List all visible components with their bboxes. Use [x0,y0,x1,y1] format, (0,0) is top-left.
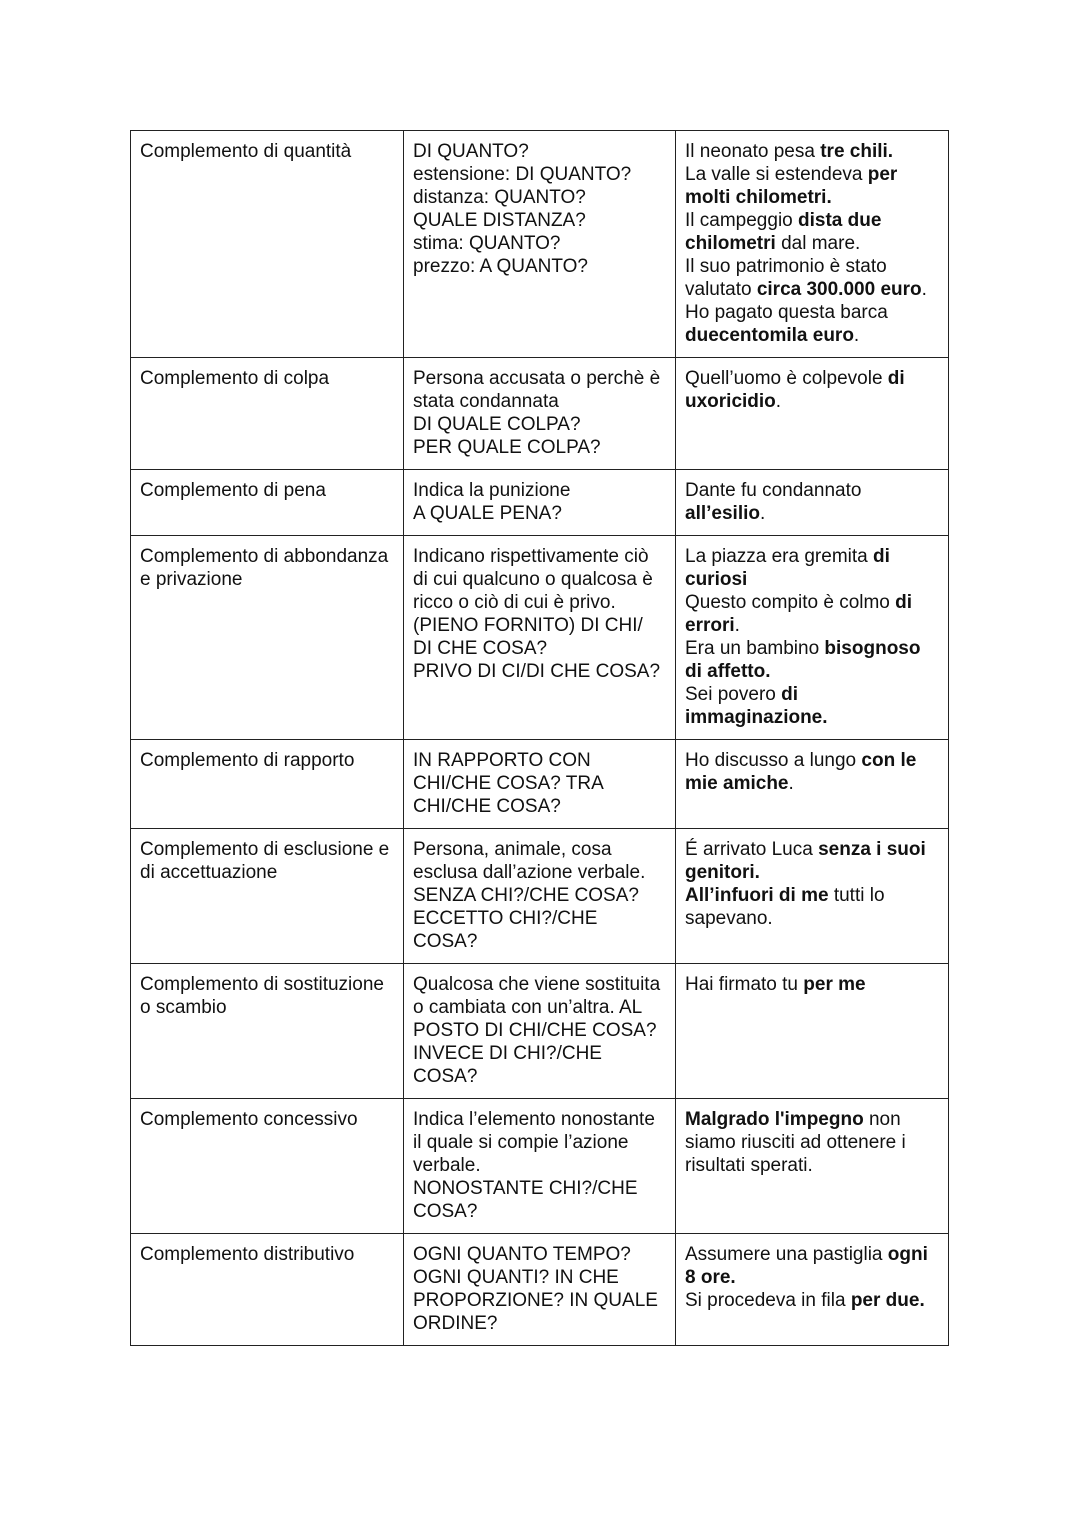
example-highlight: per due. [850,1290,925,1311]
question-line: IN RAPPORTO CON CHI/CHE COSA? TRA CHI/CHE COSA? [413,750,608,817]
complement-name-cell [131,470,404,536]
table-row [131,829,949,964]
questions-cell [404,470,676,536]
complement-name: Complemento di rapporto [140,750,355,771]
examples-cell [676,131,949,358]
question-line: Indica la punizione [413,480,571,501]
table-row [131,1099,949,1234]
example-sentence [685,1108,940,1177]
example-highlight: di errori [685,592,918,636]
example-highlight: tre chili. [820,141,894,162]
question-line: stima: QUANTO? [413,233,561,254]
example-text: Quell’uomo è colpevole [685,368,888,389]
question-line: A QUALE PENA? [413,503,562,524]
example-highlight: di curiosi [685,546,896,590]
questions-cell [404,358,676,470]
example-highlight: bisognoso di affetto. [685,638,926,682]
example-text: dal mare. [775,233,861,254]
example-sentence [685,367,940,413]
complement-name: Complemento concessivo [140,1109,358,1130]
example-sentence [685,838,940,884]
question-line: QUALE DISTANZA? [413,210,586,231]
question-line: DI QUALE COLPA? [413,414,581,435]
questions-cell [404,131,676,358]
examples-cell [676,740,949,829]
examples-cell [676,536,949,740]
example-text: Questo compito è colmo [685,592,896,613]
questions-cell [404,964,676,1099]
example-highlight: duecentomila euro [685,325,854,346]
question-line: (PIENO FORNITO) DI CHI/ DI CHE COSA? [413,615,649,659]
table-row [131,1234,949,1346]
question-line: OGNI QUANTO TEMPO? [413,1244,631,1265]
example-highlight: con le mie amiche [685,750,922,794]
example-text: Si procedeva in fila [685,1290,851,1311]
complements-table [130,130,949,1346]
example-sentence [685,140,940,163]
example-highlight: per molti chilometri. [685,164,903,208]
table-row [131,536,949,740]
example-sentence [685,1289,940,1312]
example-text: . [921,279,927,300]
complement-name-cell [131,536,404,740]
table-row [131,131,949,358]
complement-name-cell [131,358,404,470]
table-row [131,964,949,1099]
example-sentence [685,973,940,996]
examples-cell [676,1234,949,1346]
question-line: distanza: QUANTO? [413,187,586,208]
example-text: Era un bambino [685,638,825,659]
complement-name: Complemento di abbondanza e privazione [140,546,394,590]
questions-cell [404,1099,676,1234]
example-text: Ho discusso a lungo [685,750,862,771]
question-line: Indicano rispettivamente ciò di cui qualcuno o qualcosa è ricco o ciò di cui è privo. [413,546,659,613]
example-highlight: Malgrado l'impegno [685,1109,864,1130]
table-row [131,470,949,536]
examples-cell [676,829,949,964]
complement-name: Complemento di sostituzione o scambio [140,974,390,1018]
example-text: La piazza era gremita [685,546,873,567]
example-text: Hai firmato tu [685,974,804,995]
question-line: prezzo: A QUANTO? [413,256,588,277]
example-sentence [685,545,940,591]
example-sentence [685,637,940,683]
question-line: OGNI QUANTI? IN CHE PROPORZIONE? IN QUALE ORDINE? [413,1267,664,1334]
complement-name-cell [131,131,404,358]
example-text: Il neonato pesa [685,141,821,162]
example-text: Il campeggio [685,210,799,231]
question-line: PRIVO DI CI/DI CHE COSA? [413,661,661,682]
example-text: Assumere una pastiglia [685,1244,888,1265]
example-highlight: di immaginazione. [685,684,828,728]
examples-cell [676,470,949,536]
table-row [131,740,949,829]
questions-cell [404,536,676,740]
example-text: . [788,773,794,794]
complement-name-cell [131,964,404,1099]
complement-name: Complemento di colpa [140,368,330,389]
question-line: Persona accusata o perchè è stata condannata [413,368,666,412]
example-highlight: ogni 8 ore. [685,1244,934,1288]
complement-name-cell [131,829,404,964]
example-text: Ho pagato questa barca [685,302,894,323]
complement-name: Complemento di esclusione e di accettuazione [140,839,395,883]
example-sentence [685,749,940,795]
example-sentence [685,1243,940,1289]
example-text: Sei povero [685,684,782,705]
table-row [131,358,949,470]
questions-cell [404,740,676,829]
example-text: É arrivato Luca [685,839,819,860]
complement-name-cell [131,740,404,829]
example-highlight: di uxoricidio [685,368,910,412]
questions-cell [404,1234,676,1346]
example-sentence [685,255,940,301]
examples-cell [676,1099,949,1234]
complement-name: Complemento distributivo [140,1244,355,1265]
example-sentence [685,163,940,209]
example-text: non siamo riusciti ad ottenere i risultati sperati. [685,1109,911,1176]
example-highlight: dista due chilometri [685,210,887,254]
example-text: tutti lo sapevano. [685,885,890,929]
example-text: . [775,391,782,412]
example-sentence [685,301,940,347]
example-sentence [685,884,940,930]
example-text: . [734,615,740,636]
example-highlight: circa 300.000 euro [756,279,922,300]
example-text: . [853,325,860,346]
example-highlight: all’esilio [685,503,760,524]
examples-cell [676,964,949,1099]
example-text: La valle si estendeva [685,164,868,185]
example-text: Il suo patrimonio è stato valutato [685,256,892,300]
table-body [131,131,949,1346]
complement-name-cell [131,1099,404,1234]
question-line: Indica l’elemento nonostante il quale si compie l’azione verbale. [413,1109,661,1176]
example-text: Dante fu condannato [685,480,867,501]
question-line: PER QUALE COLPA? [413,437,601,458]
question-line: Persona, animale, cosa esclusa dall’azione verbale. [413,839,646,883]
example-sentence [685,479,940,525]
example-sentence [685,591,940,637]
example-sentence [685,209,940,255]
question-line: estensione: DI QUANTO? [413,164,632,185]
question-line: SENZA CHI?/CHE COSA? [413,885,639,906]
complement-name: Complemento di quantità [140,141,352,162]
questions-cell [404,829,676,964]
example-sentence [685,683,940,729]
example-highlight: All’infuori di me [685,885,829,906]
example-highlight: senza i suoi genitori. [685,839,932,883]
complement-name-cell [131,1234,404,1346]
question-line: NONOSTANTE CHI?/CHE COSA? [413,1178,643,1222]
example-highlight: per me [803,974,866,995]
question-line: DI QUANTO? [413,141,529,162]
examples-cell [676,358,949,470]
complement-name: Complemento di pena [140,480,326,501]
question-line: Qualcosa che viene sostituita o cambiata con un’altra. AL POSTO DI CHI/CHE COSA? INVECE DI CHI?/CHE COSA? [413,974,666,1087]
example-text: . [759,503,766,524]
question-line: ECCETTO CHI?/CHE COSA? [413,908,603,952]
